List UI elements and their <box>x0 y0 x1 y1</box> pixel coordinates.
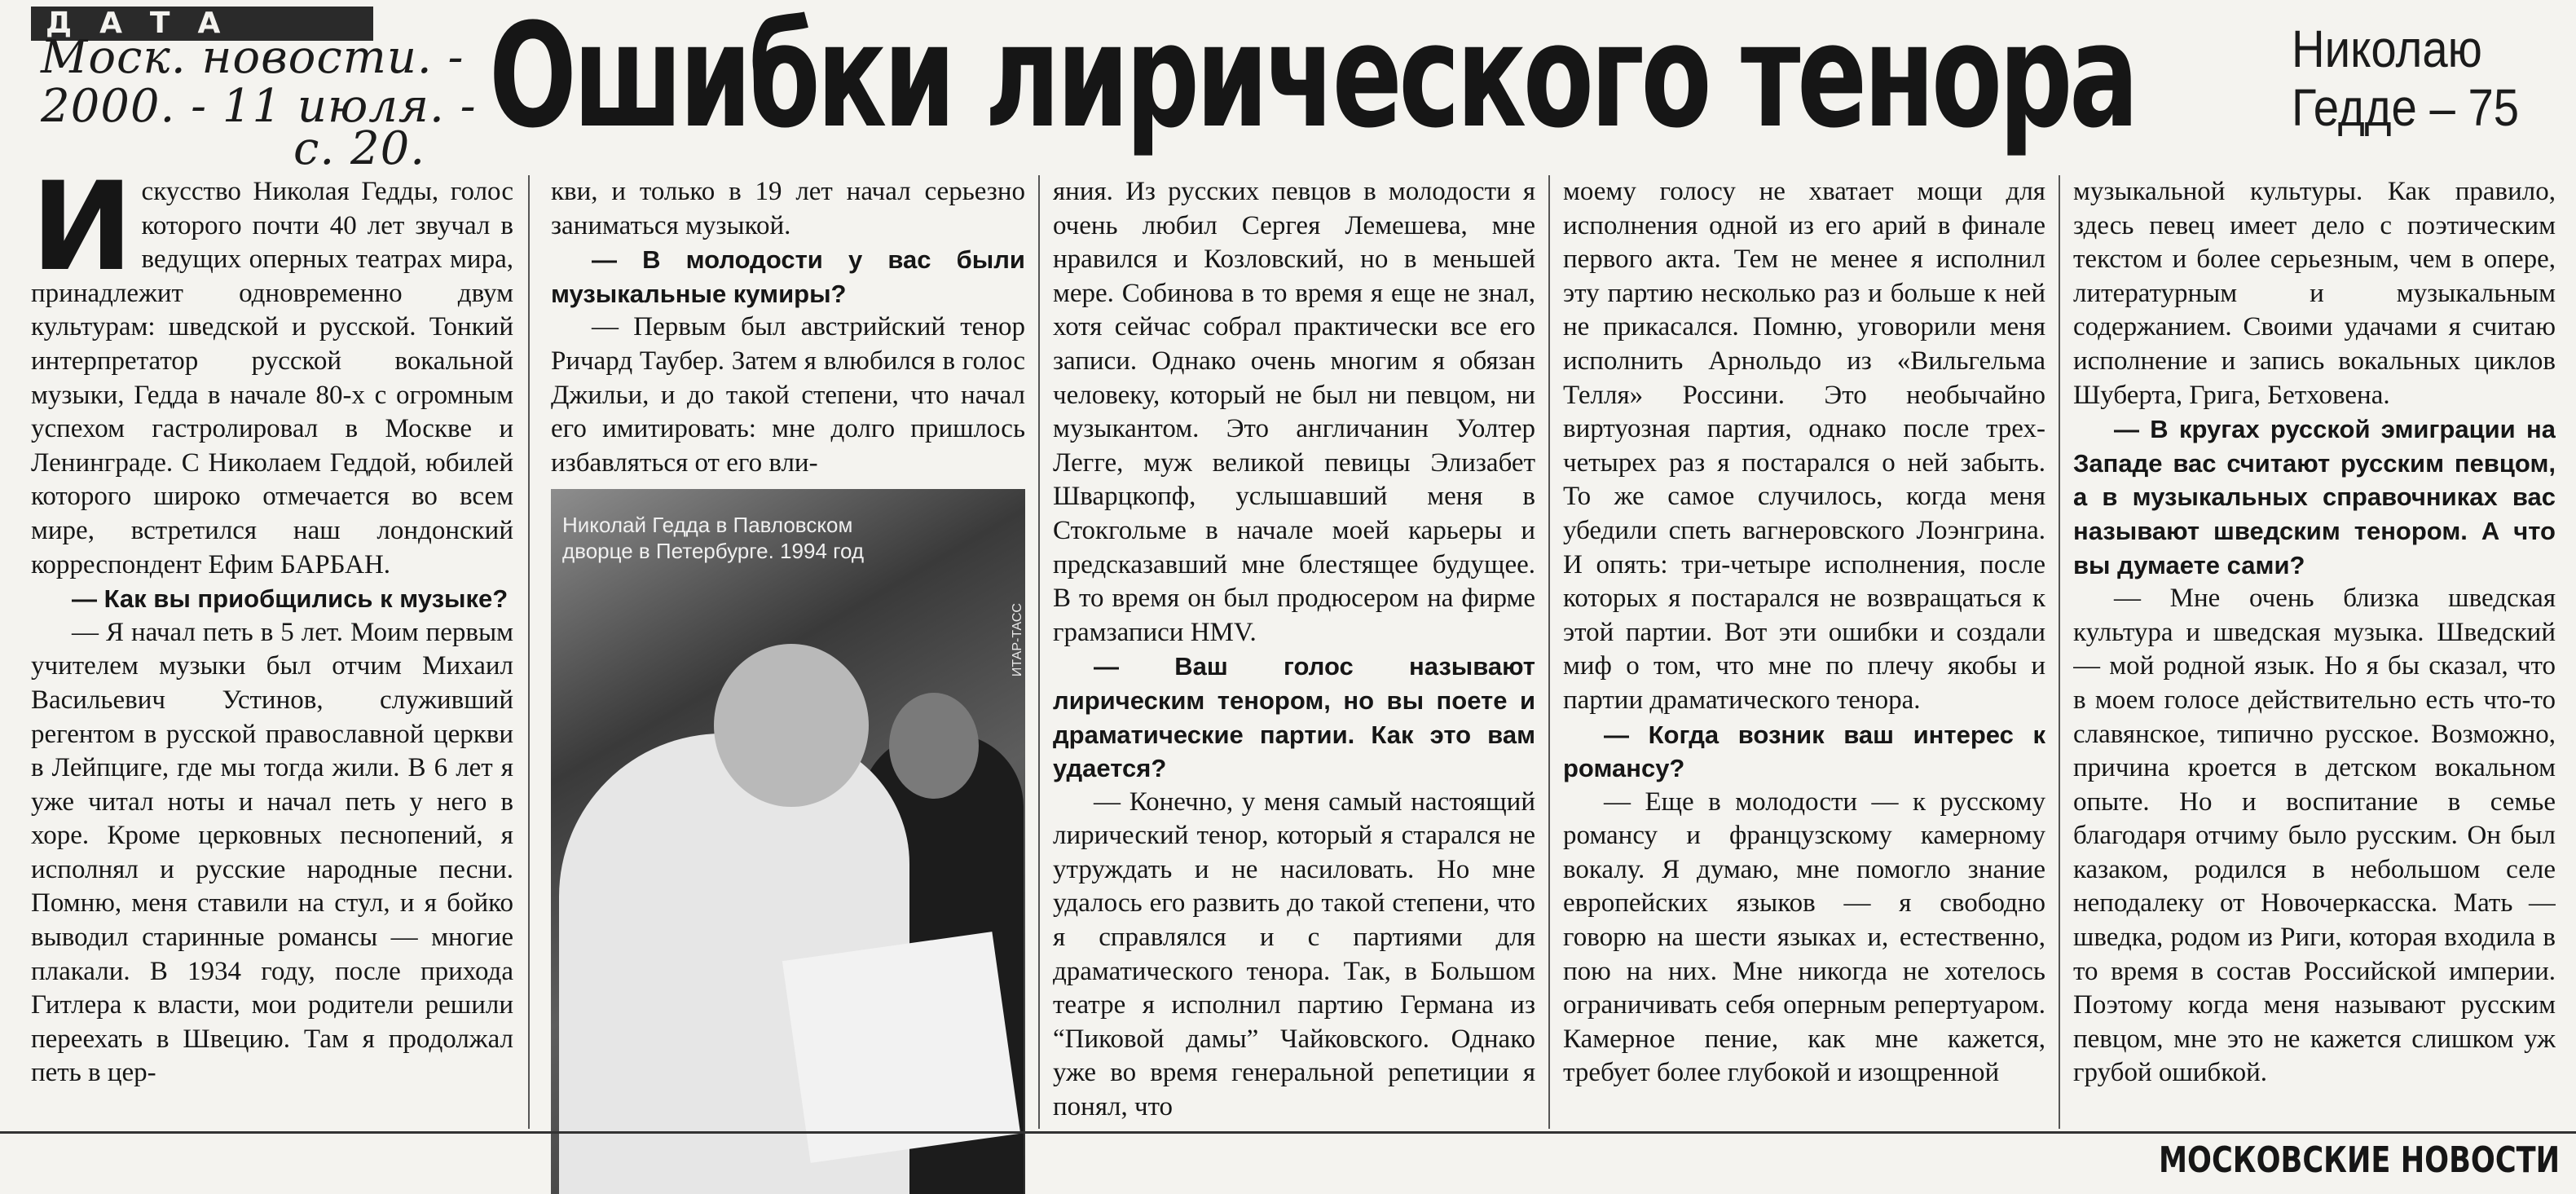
photo-caption-line2: дворце в Петербурге. 1994 год <box>562 539 865 563</box>
photo-figure-singer-head <box>714 644 869 807</box>
article-column-3 <box>1053 175 1535 1129</box>
column-divider <box>1038 175 1040 1129</box>
interview-answer: — Еще в молодости — к русскому романсу и французскому камерному вокалу. Я думаю, мне помогло знание европейских языков — я свободно говорю на шести языках и, естественно, пою на них. Мне никогда не хотелось ограничивать себя оперным репертуаром. Камерное пение, как мне кажется, требует более глубокой и изощренной <box>1563 786 2045 1088</box>
photo-caption-line1: Николай Гедда в Павловском <box>562 513 853 537</box>
article-photo <box>551 489 1025 1194</box>
interview-answer: — Конечно, у меня самый настоящий лирический тенор, который я старался не утруждать и не насиловать. Но мне удалось его развить до такой степени, что я справлялся и с партиями для драматического тенора. Так, в Большом театре я исполнил партию Германа из “Пиковой дамы” Чайковского. Однако уже во время генеральной репетиции я понял, что <box>1053 786 1535 1122</box>
drop-cap: И <box>31 175 134 298</box>
subhead-line1: Николаю <box>2292 20 2482 78</box>
article-subhead <box>2292 20 2519 137</box>
column-divider <box>2059 175 2060 1129</box>
section-label: ДАТА <box>31 7 373 41</box>
interview-question: — Ваш голос называют лирическим тенором, но вы поете и драматические партии. Как это вам удается? <box>1053 652 1535 783</box>
column-divider <box>528 175 530 1129</box>
article-column-1 <box>31 175 513 1129</box>
interview-question: — Когда возник ваш интерес к романсу? <box>1563 720 2045 783</box>
column-divider <box>1548 175 1550 1129</box>
photo-figure-background-head <box>889 693 979 799</box>
interview-answer: яния. Из русских певцов в молодости я очень любил Сергея Лемешева, мне нравился и Козловский, но в меньшей мере. Собинова в то время я еще не знал, хотя сейчас собрал практически все его записи. Однако очень многим я обязан человеку, который не был ни певцом, ни музыкантом. Это англичанин Уолтер Легге, муж великой певицы Элизабет Шварцкопф, услышавший меня в Стокгольме в начале моей карьеры и предсказавший мне блестящее будущее. В то время он был продюсером на фирме грамзаписи HMV. <box>1053 177 1535 647</box>
interview-question: — В молодости у вас были музыкальные кумиры? <box>551 245 1025 308</box>
handwritten-note-line3: с. 20. <box>293 122 426 175</box>
interview-answer: — Мне очень близка шведская культура и шведская музыка. Шведский — мой родной язык. Но я бы сказал, что в моем голосе действительно есть что-то славянское, типично русское. Возможно, причина кроется в детском вокальном опыте. Но и воспитание в семье благодаря отчиму было русским. Он был казаком, родился в небольшом селе неподалеку от Новочеркасска. Мать — шведка, родом из Риги, которая входила в то время в состав Российской империи. Поэтому когда меня называют русским певцом, мне это не кажется слишком уж грубой ошибкой. <box>2073 584 2556 1088</box>
interview-question: — В кругах русской эмиграции на Западе вас считают русским певцом, а в музыкальных справочниках вас называют шведским тенором. А что вы думаете сами? <box>2073 415 2556 579</box>
photo-credit: ИТАР-ТАСС <box>1011 603 1024 677</box>
article-column-4 <box>1563 175 2045 1129</box>
interview-answer: моему голосу не хватает мощи для исполнения одной из его арий в финале первого акта. Тем не менее я исполнил эту партию несколько раз и больше к ней не прикасался. Помню, уговорили меня исполнить Арнольдо из «Вильгельма Телля» Россини. Это необычайно виртуозная партия, однако после трех-четырех раз я постарался о ней забыть. То же самое случилось, когда меня убедили спеть вагнеровского Лоэнгрина. И опять: три-четыре исполнения, после которых я постарался не возвращаться к этой партии. Вот эти ошибки и создали миф о том, что мне по плечу якобы и партии драматического тенора. <box>1563 177 2045 715</box>
interview-answer: кви, и только в 19 лет начал серьезно заниматься музыкой. <box>551 177 1025 240</box>
article-headline: Ошибки лирического тенора <box>489 0 2136 160</box>
article-column-5 <box>2073 175 2556 1129</box>
article-column-2 <box>551 175 1025 481</box>
photo-paper <box>782 932 1020 1163</box>
interview-question: — Как вы приобщились к музыке? <box>72 584 509 614</box>
interview-answer: музыкальной культуры. Как правило, здесь певец имеет дело с поэтическим текстом и более серьезным, чем в опере, литературным и музыкальным содержанием. Своими удачами я считаю исполнение и запись вокальных циклов Шуберта, Грига, Бетховена. <box>2073 177 2556 410</box>
handwritten-note-line1: Моск. новости. - <box>41 31 465 84</box>
interview-answer: — Первым был австрийский тенор Ричард Таубер. Затем я влюбился в голос Джильи, и до такой степени, что начал его имитировать: мне долго пришлось избавляться от его вли- <box>551 312 1025 478</box>
newspaper-footer-mark: МОСКОВСКИЕ НОВОСТИ <box>2158 1139 2560 1181</box>
photo-caption <box>562 512 970 564</box>
article-intro: скусство Николая Гедды, голос которого почти 40 лет звучал в ведущих оперных театрах мира, принадлежит одновременно двум культурам: шведской и русской. Тонкий интерпретатор русской вокальной музыки, Гедда в начале 80-х с огромным успехом гастролировал в Москве и Ленинграде. С Николаем Геддой, юбилей которого широко отмечается во всем мире, встретился наш лондонский корреспондент Ефим БАРБАН. <box>31 177 513 579</box>
interview-answer: — Я начал петь в 5 лет. Моим первым учителем музыки был отчим Михаил Васильевич Устинов, служивший регентом в русской православной церкви в Лейпциге, где мы тогда жили. В 6 лет я уже читал ноты и начал петь у него в хоре. Кроме церковных песнопений, я исполнял и русские народные песни. Помню, меня ставили на стул, и я бойко выводил старинные романсы — многие плакали. В 1934 году, после прихода Гитлера к власти, мои родители решили переехать в Швецию. Там я продолжал петь в цер- <box>31 617 513 1088</box>
handwritten-note-line2: 2000. - 11 июля. - <box>41 80 477 133</box>
footer-rule <box>0 1131 2576 1134</box>
subhead-line2: Гедде – 75 <box>2292 78 2520 137</box>
